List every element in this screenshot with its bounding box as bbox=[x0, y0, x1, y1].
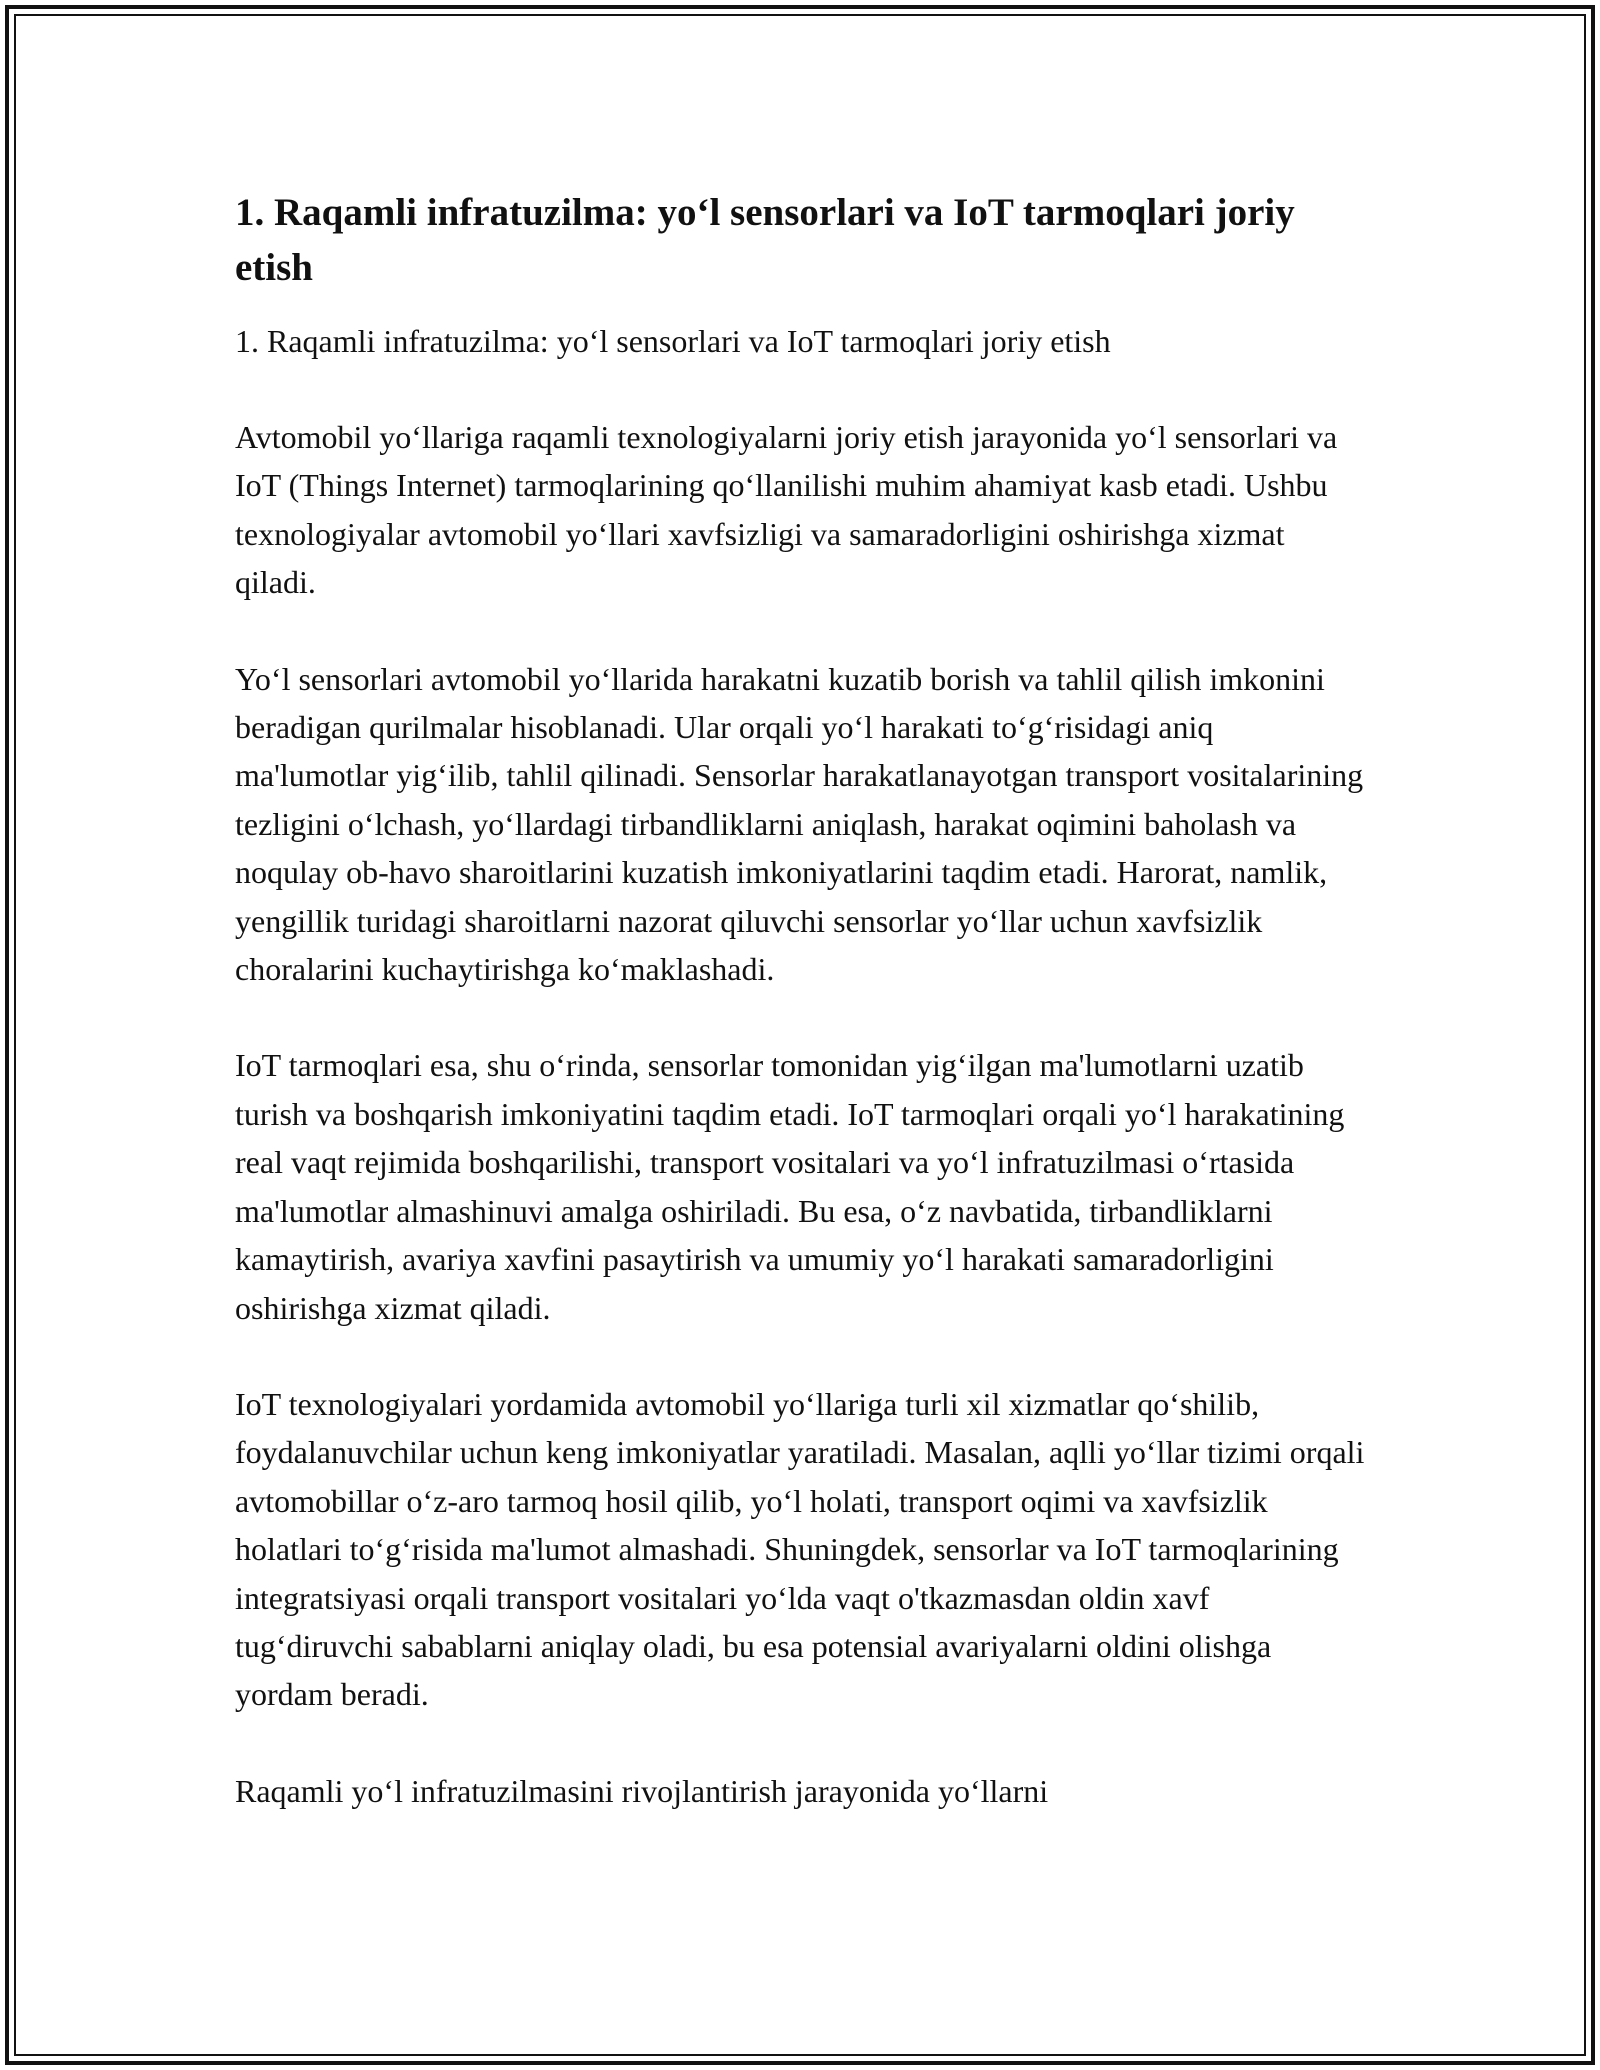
document-title: 1. Raqamli infratuzilma: yo‘l sensorlari va IoT tarmoqlari joriy etish bbox=[235, 191, 1295, 289]
paragraph-2: Yo‘l sensorlari avtomobil yo‘llarida harakatni kuzatib borish va tahlil qilish imkonini beradigan qurilmalar hisoblanadi. Ular orqali yo‘l harakati to‘g‘risidagi aniq ma'lumotlar yig‘ilib, tahlil qilinadi. Sensorlar harakatlanayotgan transport vositalarining tezligini o‘lchash, yo‘llardagi tirbandliklarni aniqlash, harakat oqimini baholash va noqulay ob-havo sharoitlarini kuzatish imkoniyatlarini taqdim etadi. Harorat, namlik, yengillik turidagi sharoitlarni nazorat qiluvchi sensorlar yo‘llar uchun xavfsizlik choralarini kuchaytirishga ko‘maklashadi. bbox=[235, 660, 1364, 988]
paragraph-5: Raqamli yo‘l infratuzilmasini rivojlantirish jarayonida yo‘llarni bbox=[235, 1772, 1049, 1809]
document-body bbox=[235, 185, 1365, 1863]
paragraph-3: IoT tarmoqlari esa, shu o‘rinda, sensorlar tomonidan yig‘ilgan ma'lumotlarni uzatib turish va boshqarish imkoniyatini taqdim etadi. IoT tarmoqlari orqali yo‘l harakatining real vaqt rejimida boshqarilishi, transport vositalari va yo‘l infratuzilmasi o‘rtasida ma'lumotlar almashinuvi amalga oshiriladi. Bu esa, o‘z navbatida, tirbandliklarni kamaytirish, avariya xavfini pasaytirish va umumiy yo‘l harakati samaradorligini oshirishga xizmat qiladi. bbox=[235, 1047, 1345, 1326]
document-subtitle: 1. Raqamli infratuzilma: yo‘l sensorlari va IoT tarmoqlari joriy etish bbox=[235, 323, 1111, 359]
paragraph-1: Avtomobil yo‘llariga raqamli texnologiyalarni joriy etish jarayonida yo‘l sensorlari va IoT (Things Internet) tarmoqlarining qo‘llanilishi muhim ahamiyat kasb etadi. Ushbu texnologiyalar avtomobil yo‘llari xavfsizligi va samaradorligini oshirishga xizmat qiladi. bbox=[235, 419, 1338, 601]
paragraph-4: IoT texnologiyalari yordamida avtomobil yo‘llariga turli xil xizmatlar qo‘shilib, foydalanuvchilar uchun keng imkoniyatlar yaratiladi. Masalan, aqlli yo‘llar tizimi orqali avtomobillar o‘z-aro tarmoq hosil qilib, yo‘l holati, transport oqimi va xavfsizlik holatlari to‘g‘risida ma'lumot almashadi. Shuningdek, sensorlar va IoT tarmoqlarining integratsiyasi orqali transport vositalari yo‘lda vaqt o'tkazmasdan oldin xavf tug‘diruvchi sabablarni aniqlay oladi, bu esa potensial avariyalarni oldini olishga yordam beradi. bbox=[235, 1385, 1365, 1713]
